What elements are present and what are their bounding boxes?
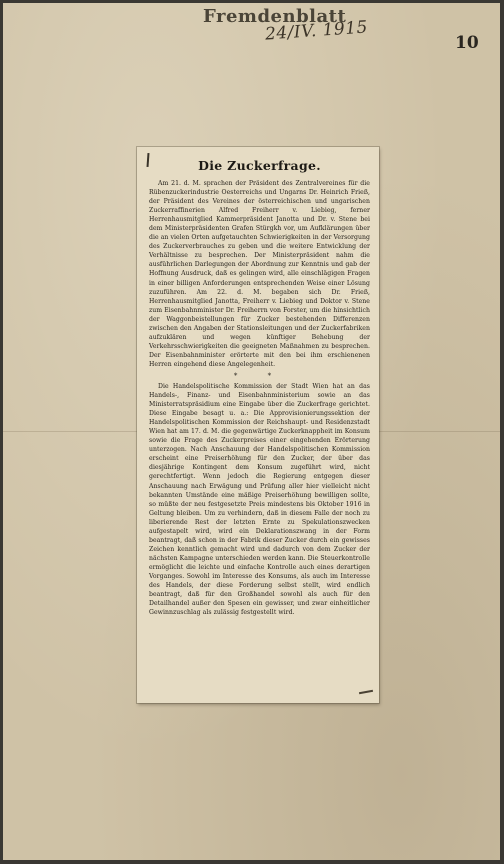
section-separator: * * xyxy=(233,371,286,380)
article-paragraph-2: Die Handelspolitische Kommission der Stadt Wien hat an das Handels-, Finanz- und Eisenbahnministerium sowie an das Ministerratspräsidium eine Eingabe über die Zuckerfrage gerichtet. Diese Eingabe besagt u. a.: Die Approvisionierungssektion der Handelspolitischen Kommission der Reichshaupt- und Residenzstadt Wien hat am 17. d. M. die gegenwärtige Zuckerknappheit im Konsum sowie die Frage des Zuckerpreises einer eingehenden Erörterung unterzogen. Nach Anschauung der Handelspolitischen Kommission erscheint eine Preiserhöhung für den Zucker, der über das diesjährige Kontingent dem Konsum zugeführt wird, nicht gerechtfertigt. Wenn jedoch die Regierung entgegen dieser Anschauung nach Erwägung und Prüfung aller hier vielleicht nicht bekannten Umstände eine mäßige Preiserhöhung bewilligen sollte, so müßte der neu festgesetzte Preis mindestens bis Oktober 1916 in Geltung bleiben. Um zu verhindern, daß in diesem Falle der noch zu liberierende Rest der letzten Ernte zu Spekulationszwecken aufgestapelt wird, wird ein Deklarationszwang in der Form beantragt, daß schon in der Fabrik dieser Zucker durch ein gewisses Zeichen kenntlich gemacht wird und dadurch von dem Zucker der nächsten Kampagne unterschieden werden kann. Die Steuerkontrolle ermöglicht die leichte und einfache Kontrolle auch eines derartigen Vorganges. Sowohl im Interesse des Konsums, als auch im Interesse des Handels, der diese Forderung selbst stellt, wird endlich beantragt, daß für den Großhandel sowohl als auch für den Detailhandel außer den Spesen ein gewisser, und zwar einheitlicher Gewinnzuschlag als zulässig festgestellt wird. xyxy=(149,382,370,617)
newspaper-clipping xyxy=(137,147,379,703)
page-number: 10 xyxy=(455,33,479,53)
handwritten-date: 24/IV. 1915 xyxy=(264,17,369,45)
article-title: Die Zuckerfrage. xyxy=(198,158,321,173)
article-paragraph-1: Am 21. d. M. sprachen der Präsident des Zentralvereines für die Rübenzuckerindustrie Oesterreichs und Ungarns Dr. Heinrich Frieß, der Präsident des Vereines der österreichischen und ungarischen Zuckerraffinerien Alfred Freiherr v. Liebieg, ferner Herrenhausmitglied Kammerpräsident Janotta und Dr. v. Stene bei dem Ministerpräsidenten Grafen Stürgkh vor, um Aufklärungen über die an vielen Orten aufgetauchten Schwierigkeiten in der Versorgung des Zuckerverbrauches zu geben und die weitere Entwicklung der Verhältnisse zu besprechen. Der Ministerpräsident nahm die ausführlichen Darlegungen der Abordnung zur Kenntnis und gab der Hoffnung Ausdruck, daß es gelingen wird, alle einschlägigen Fragen in einer billigen Anforderungen entsprechenden Weise einer Lösung zuzuführen. Am 22. d. M. begaben sich Dr. Frieß, Herrenhausmitglied Janotta, Freiherr v. Liebieg und Doktor v. Stene zum Eisenbahnminister Dr. Freiherrn von Forster, um die hinsichtlich der Waggonbeistellungen für Zucker bestehenden Differenzen zwischen den Angaben der Stationsleitungen und der Zuckerfabriken aufzuklären und wegen künftiger Behebung der Verkehrsschwierigkeiten die geeigneten Maßnahmen zu besprechen. Der Eisenbahnminister erörterte mit den bei ihm erschienenen Herren eingehend diese Angelegenheit. xyxy=(149,180,370,368)
newspaper-masthead: Fremdenblatt xyxy=(203,6,347,27)
pencil-end-mark-icon xyxy=(359,690,373,694)
archive-page xyxy=(3,3,500,860)
